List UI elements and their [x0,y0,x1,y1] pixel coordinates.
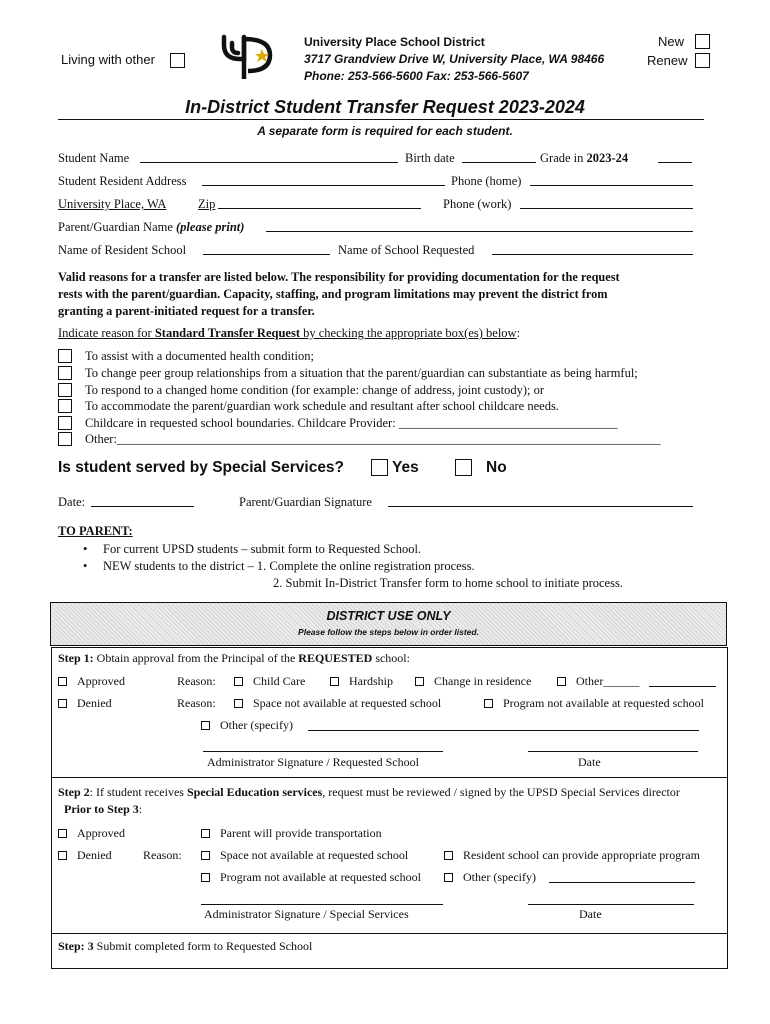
district-use-title: DISTRICT USE ONLY [326,609,451,623]
guardian-signature-label: Parent/Guardian Signature [239,495,372,509]
renew-label: Renew [647,53,688,68]
district-name: University Place School District [304,35,485,49]
step1-reason-label-2: Reason: [177,696,216,710]
student-name-field[interactable] [140,151,398,163]
school-requested-field[interactable] [492,243,693,255]
reason-other-label: Other:_______________________________________________________________________________________ [85,432,661,446]
guardian-name-field[interactable] [266,220,693,232]
step2-date-line[interactable] [528,904,694,905]
step1-other-specify-option[interactable]: Other (specify) [201,718,293,733]
step2-other-specify-option[interactable]: Other (specify) [444,870,536,885]
step1-change-residence-option[interactable]: Change in residence [415,674,531,689]
step2-date-label: Date [579,907,602,921]
step1-child-care-option[interactable]: Child Care [234,674,305,689]
valid-reasons-line1: Valid reasons for a transfer are listed below. The responsibility for providing documentation for the request [58,270,620,284]
city-label: University Place, WA [58,197,167,211]
reason-home-checkbox[interactable] [58,383,72,397]
step1-instruction: Step 1: Obtain approval from the Principal of the REQUESTED school: [58,651,410,665]
district-address: 3717 Grandview Drive W, University Place, WA 98466 [304,52,605,66]
to-parent-bullet1: • For current UPSD students – submit form to Requested School. [83,542,422,556]
valid-reasons-line3: granting a parent-initiated request for a transfer. [58,304,315,318]
grade-field[interactable] [658,151,692,163]
special-no-label: No [486,459,507,476]
step1-other-option[interactable]: Other______ [557,674,639,689]
step2-parent-transport-option[interactable]: Parent will provide transportation [201,826,382,841]
phone-home-label: Phone (home) [451,174,522,188]
indicate-reason-text: Indicate reason for Standard Transfer Request by checking the appropriate box(es) below: [58,326,521,340]
reason-health-label: To assist with a documented health condition; [85,349,314,363]
valid-reasons-line2: rests with the parent/guardian. Capacity, staffing, and program limitations may prevent the district from [58,287,608,301]
step1-program-na-option[interactable]: Program not available at requested school [484,696,704,711]
to-parent-bullet2: • NEW students to the district – 1. Complete the online registration process. [83,559,475,573]
zip-field[interactable] [218,197,421,209]
reason-work-label: To accommodate the parent/guardian work schedule and resultant after school childcare needs. [85,399,559,413]
step1-date-line[interactable] [528,751,698,752]
step1-approved-option[interactable]: Approved [58,674,125,689]
form-subtitle: A separate form is required for each student. [257,124,513,138]
renew-checkbox[interactable] [695,53,710,68]
special-services-question: Is student served by Special Services? [58,459,345,476]
step1-signature-line[interactable] [203,751,443,752]
new-label: New [658,34,685,49]
reason-peer-label: To change peer group relationships from a situation that the parent/guardian can substantiate as being harmful; [85,366,638,380]
step2-signature-line[interactable] [201,904,443,905]
living-with-other-checkbox[interactable] [170,53,185,68]
reason-childcare-checkbox[interactable] [58,416,72,430]
resident-school-field[interactable] [203,243,330,255]
to-parent-heading: TO PARENT: [58,524,133,538]
form-title: In-District Student Transfer Request 2023-2024 [185,97,585,117]
step2-approved-option[interactable]: Approved [58,826,125,841]
step3-instruction: Step: 3 Submit completed form to Requested School [58,939,313,953]
step2-program-na-option[interactable]: Program not available at requested school [201,870,421,885]
reason-health-checkbox[interactable] [58,349,72,363]
reason-home-label: To respond to a changed home condition (for example: change of address, joint custody); or [85,383,545,397]
grade-year: 2023-24 [586,151,629,165]
phone-work-field[interactable] [520,197,693,209]
district-phone-fax: Phone: 253-566-5600 Fax: 253-566-5607 [304,69,529,83]
step2-space-na-option[interactable]: Space not available at requested school [201,848,408,863]
step1-reason-label: Reason: [177,674,216,688]
step2-admin-signature-label: Administrator Signature / Special Services [204,907,409,921]
step-divider-2 [51,933,728,934]
title-rule [58,119,704,120]
step2-resident-program-option[interactable]: Resident school can provide appropriate program [444,848,700,863]
step1-denied-option[interactable]: Denied [58,696,112,711]
step1-space-na-option[interactable]: Space not available at requested school [234,696,441,711]
reason-work-checkbox[interactable] [58,399,72,413]
step-divider-1 [51,777,728,778]
school-requested-label: Name of School Requested [338,243,475,257]
reason-other-checkbox[interactable] [58,432,72,446]
step1-other-specify-field[interactable] [308,719,699,731]
step2-prior-note: Prior to Step 3: [64,802,143,816]
please-print-note: (please print) [176,220,245,234]
district-use-note: Please follow the steps below in order listed. [298,627,479,637]
reason-peer-checkbox[interactable] [58,366,72,380]
reason-childcare-label: Childcare in requested school boundaries. Childcare Provider: ___________________________________ [85,416,618,430]
step2-instruction: Step 2: If student receives Special Education services, request must be reviewed / signed by the UPSD Special Services director [58,785,680,799]
new-checkbox[interactable] [695,34,710,49]
guardian-signature-field[interactable] [388,495,693,507]
phone-home-field[interactable] [530,174,693,186]
date-label: Date: [58,495,86,509]
to-parent-bullet2-step2: 2. Submit In-District Transfer form to home school to initiate process. [273,576,623,590]
special-yes-checkbox[interactable] [371,459,388,476]
step2-other-specify-field[interactable] [549,871,695,883]
grade-label: Grade in [540,151,584,165]
step1-admin-signature-label: Administrator Signature / Requested School [207,755,419,769]
birth-date-label: Birth date [405,151,455,165]
date-field[interactable] [91,495,194,507]
step1-date-label: Date [578,755,601,769]
phone-work-label: Phone (work) [443,197,512,211]
step1-other-field[interactable] [649,675,716,687]
resident-school-label: Name of Resident School [58,243,187,257]
resident-address-label: Student Resident Address [58,174,187,188]
zip-label: Zip [198,197,216,211]
resident-address-field[interactable] [202,174,445,186]
guardian-name-label: Parent/Guardian Name [58,220,173,234]
living-with-other-label: Living with other [61,52,155,67]
step1-hardship-option[interactable]: Hardship [330,674,393,689]
step2-reason-label: Reason: [143,848,182,862]
birth-date-field[interactable] [462,151,536,163]
special-no-checkbox[interactable] [455,459,472,476]
district-logo [218,33,282,81]
student-name-label: Student Name [58,151,130,165]
step2-denied-option[interactable]: Denied [58,848,112,863]
special-yes-label: Yes [392,459,419,476]
